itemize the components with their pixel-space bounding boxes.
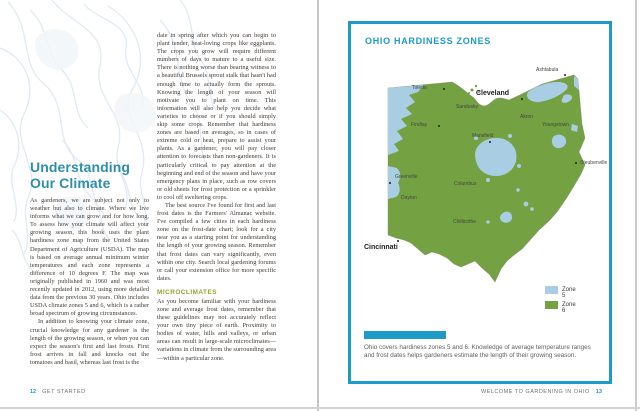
caption-accent-bar [364, 331, 446, 339]
city-label: Ashtabula [536, 67, 559, 73]
left-column [30, 160, 149, 367]
map-caption: Ohio covers hardiness zones 5 and 6. Knowledge of average temperature ranges and frost dates helps gardeners estimate the length of their growing season. [364, 344, 591, 360]
left-page-footer [30, 389, 86, 395]
running-head: GET STARTED [42, 389, 86, 395]
city-label: Sandusky [456, 104, 478, 110]
paragraph: date in spring after which you can begin to plant tender, heat-loving crops like eggplants. The crops you grow will require different numbers of days to mature to a useful size. There is nothing worse than bearing witness to a beautiful Brussels sprout stalk that hasn't had enough time to actually form the sprouts. Knowing the length of your season will motivate you to plant on time. This information will also help you decide what varieties to choose or if you should simply skip some crops. Remember that hardiness zones are based on averages, so in cases of extreme cold or heat, prepare to assist your plants. As a gardener, you will pay closer attention to forecasts than non-gardeners. It is particularly critical to pay attention at the beginning and end of the season and have your emergency plans in place, such as row covers or old sheets for frost protection or a sprinkler to cool off sweltering crops. [157, 32, 276, 201]
city-label-major: Cleveland [476, 90, 510, 97]
microclimates-subhead: MICROCLIMATES [157, 288, 217, 296]
legend-label: Zone 5 [562, 287, 576, 299]
city-label: Akron [520, 114, 534, 120]
right-page-footer [481, 389, 602, 395]
ohio-map [364, 62, 620, 292]
city-label-major: Cincinnati [364, 244, 398, 251]
section-heading: Understanding Our Climate [30, 159, 131, 191]
paragraph: As you become familiar with your hardiness zone and average frost dates, remember that these guidelines may not accurately reflect your own tiny piece of earth. Proximity to bodies of water, hills and valleys, or urban areas can result in large-scale microclimates—variations in climate from the surrounding area—within a particular zone. [157, 297, 276, 362]
paragraph: In addition to knowing your climate zone, crucial knowledge for any gardener is the length of the growing season, or when you can expect the season's first and last frosts. First frost arrives in fall and knocks out the tomatoes and basil, whereas last frost is the [30, 318, 149, 366]
panel-title: OHIO HARDINESS ZONES [365, 36, 492, 46]
paragraph: As gardeners, we are subject not only to weather but also to climate. Where we live informs what we can grow and for how long. To assess how your climate will affect your growing season, this book uses the plant hardiness zone map from the United States Department of Agriculture (USDA). The map is based on average annual minimum winter temperatures and each zone represents a difference of 10 degrees F. The map was originally published in 1960 and was most recently updated in 2012, using more detailed data from the previous 30 years. Ohio includes USDA climate zones 5 and 6, which is a rather broad spectrum of growing circumstances. [30, 197, 149, 318]
legend-label: Zone 6 [562, 302, 576, 314]
city-label: Dayton [401, 195, 417, 201]
page-number: 13 [595, 389, 602, 395]
city-label: Steubenville [580, 160, 608, 166]
running-head: WELCOME TO GARDENING IN OHIO [481, 389, 590, 395]
city-label: Mansfield [472, 133, 494, 139]
city-label: Youngstown [542, 122, 570, 128]
zone5-swatch [545, 286, 558, 294]
city-label: Columbus [454, 181, 477, 187]
right-column [157, 32, 276, 363]
city-label: Findlay [411, 122, 428, 128]
page-edge-right [635, 0, 637, 411]
page-edge-bottom [0, 407, 640, 409]
city-label: Toledo [412, 85, 427, 91]
city-label: Chillicothe [453, 219, 477, 225]
paragraph: The best source I've found for first and last frost dates is the Farmers' Almanac website. I've compiled a few cities in each hardiness zone on the frost-date chart; look for a city near you as a starting point for understanding the length of your growing season. Remember that frost dates can vary significantly, even within one city. Search local gardening forums or call your extension office for more specific dates. [157, 201, 276, 282]
city-label: Greenville [395, 174, 418, 180]
zone6-swatch [545, 301, 558, 309]
page-number: 12 [30, 389, 37, 395]
page-gutter [317, 0, 319, 411]
